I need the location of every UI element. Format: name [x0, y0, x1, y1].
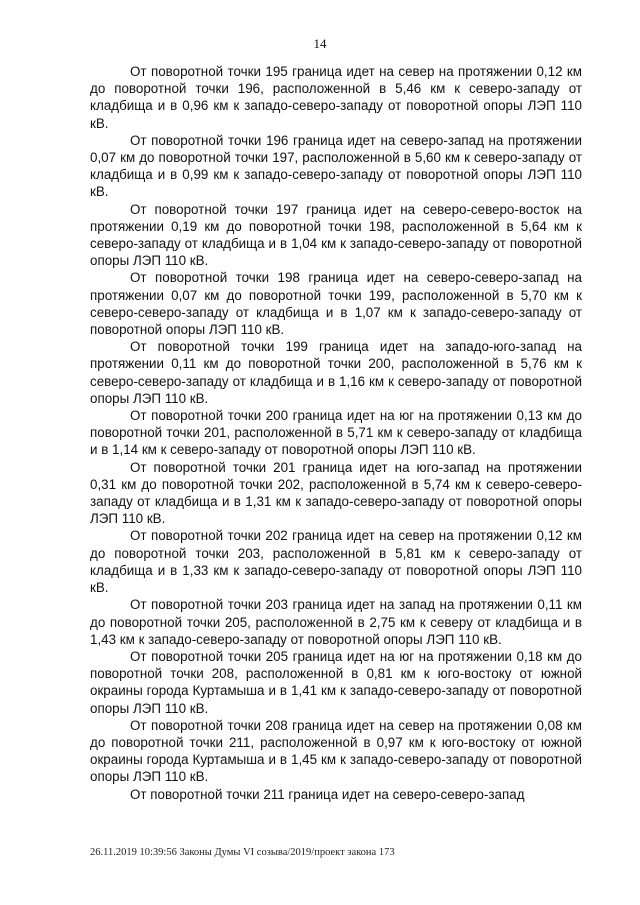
document-body [90, 63, 582, 803]
paragraph: От поворотной точки 199 граница идет на западо-юго-запад на протяжении 0,11 км до поворотной точки 200, расположенной в 5,76 км к северо-северо-западу от кладбища и в 1,16 км к северо-западу от поворотной опоры ЛЭП 110 кВ. [90, 339, 582, 406]
paragraph: От поворотной точки 196 граница идет на северо-запад на протяжении 0,07 км до поворотной точки 197, расположенной в 5,60 км к северо-западу от кладбища и в 0,99 км к западо-северо-западу от поворотной опоры ЛЭП 110 кВ. [90, 132, 582, 200]
document-footer: 26.11.2019 10:39:56 Законы Думы VI созыва/2019/проект закона 173 [90, 847, 395, 858]
paragraph: От поворотной точки 202 граница идет на север на протяжении 0,12 км до поворотной точки 203, расположенной в 5,81 км к северо-западу от кладбища и в 1,33 км к западо-северо-западу от поворотной опоры ЛЭП 110 кВ. [90, 528, 582, 596]
page-number: 14 [313, 36, 327, 51]
paragraph: От поворотной точки 205 граница идет на юг на протяжении 0,18 км до поворотной точки 208, расположенной в 0,81 км к юго-востоку от южной окраины города Куртамыша и в 1,41 км к западо-северо-западу от поворотной опоры ЛЭП 110 кВ. [90, 648, 582, 716]
paragraph: От поворотной точки 201 граница идет на юго-запад на протяжении 0,31 км до поворотной точки 202, расположенной в 5,74 км к северо-северо-западу от кладбища и в 1,31 км к западо-северо-западу от поворотной опоры ЛЭП 110 кВ. [90, 459, 582, 527]
paragraph: От поворотной точки 200 граница идет на юг на протяжении 0,13 км до поворотной точки 201, расположенной в 5,71 км к северо-западу от кладбища и в 1,14 км к северо-западу от поворотной опоры ЛЭП 110 кВ. [90, 408, 582, 458]
paragraph: От поворотной точки 195 граница идет на север на протяжении 0,12 км до поворотной точки 196, расположенной в 5,46 км к северо-западу от кладбища и в 0,96 км к западо-северо-западу от поворотной опоры ЛЭП 110 кВ. [90, 64, 582, 131]
paragraph: От поворотной точки 198 граница идет на северо-северо-запад на протяжении 0,07 км до поворотной точки 199, расположенной в 5,70 км к северо-северо-западу от кладбища и в 1,07 км к западо-северо-западу от поворотной опоры ЛЭП 110 кВ. [90, 270, 582, 338]
paragraph: От поворотной точки 197 граница идет на северо-северо-восток на протяжении 0,19 км до поворотной точки 198, расположенной в 5,64 км к северо-западу от кладбища и в 1,04 км к западо-северо-западу от поворотной опоры ЛЭП 110 кВ. [90, 201, 582, 269]
paragraph: От поворотной точки 211 граница идет на северо-северо-запад [130, 786, 525, 802]
paragraph: От поворотной точки 208 граница идет на север на протяжении 0,08 км до поворотной точки 211, расположенной в 0,97 км к юго-востоку от южной окраины города Куртамыша и в 1,45 км к западо-северо-западу от поворотной опоры ЛЭП 110 кВ. [90, 717, 582, 785]
paragraph: От поворотной точки 203 граница идет на запад на протяжении 0,11 км до поворотной точки 205, расположенной в 2,75 км к северу от кладбища и в 1,43 км к западо-северо-западу от поворотной опоры ЛЭП 110 кВ. [90, 597, 582, 647]
